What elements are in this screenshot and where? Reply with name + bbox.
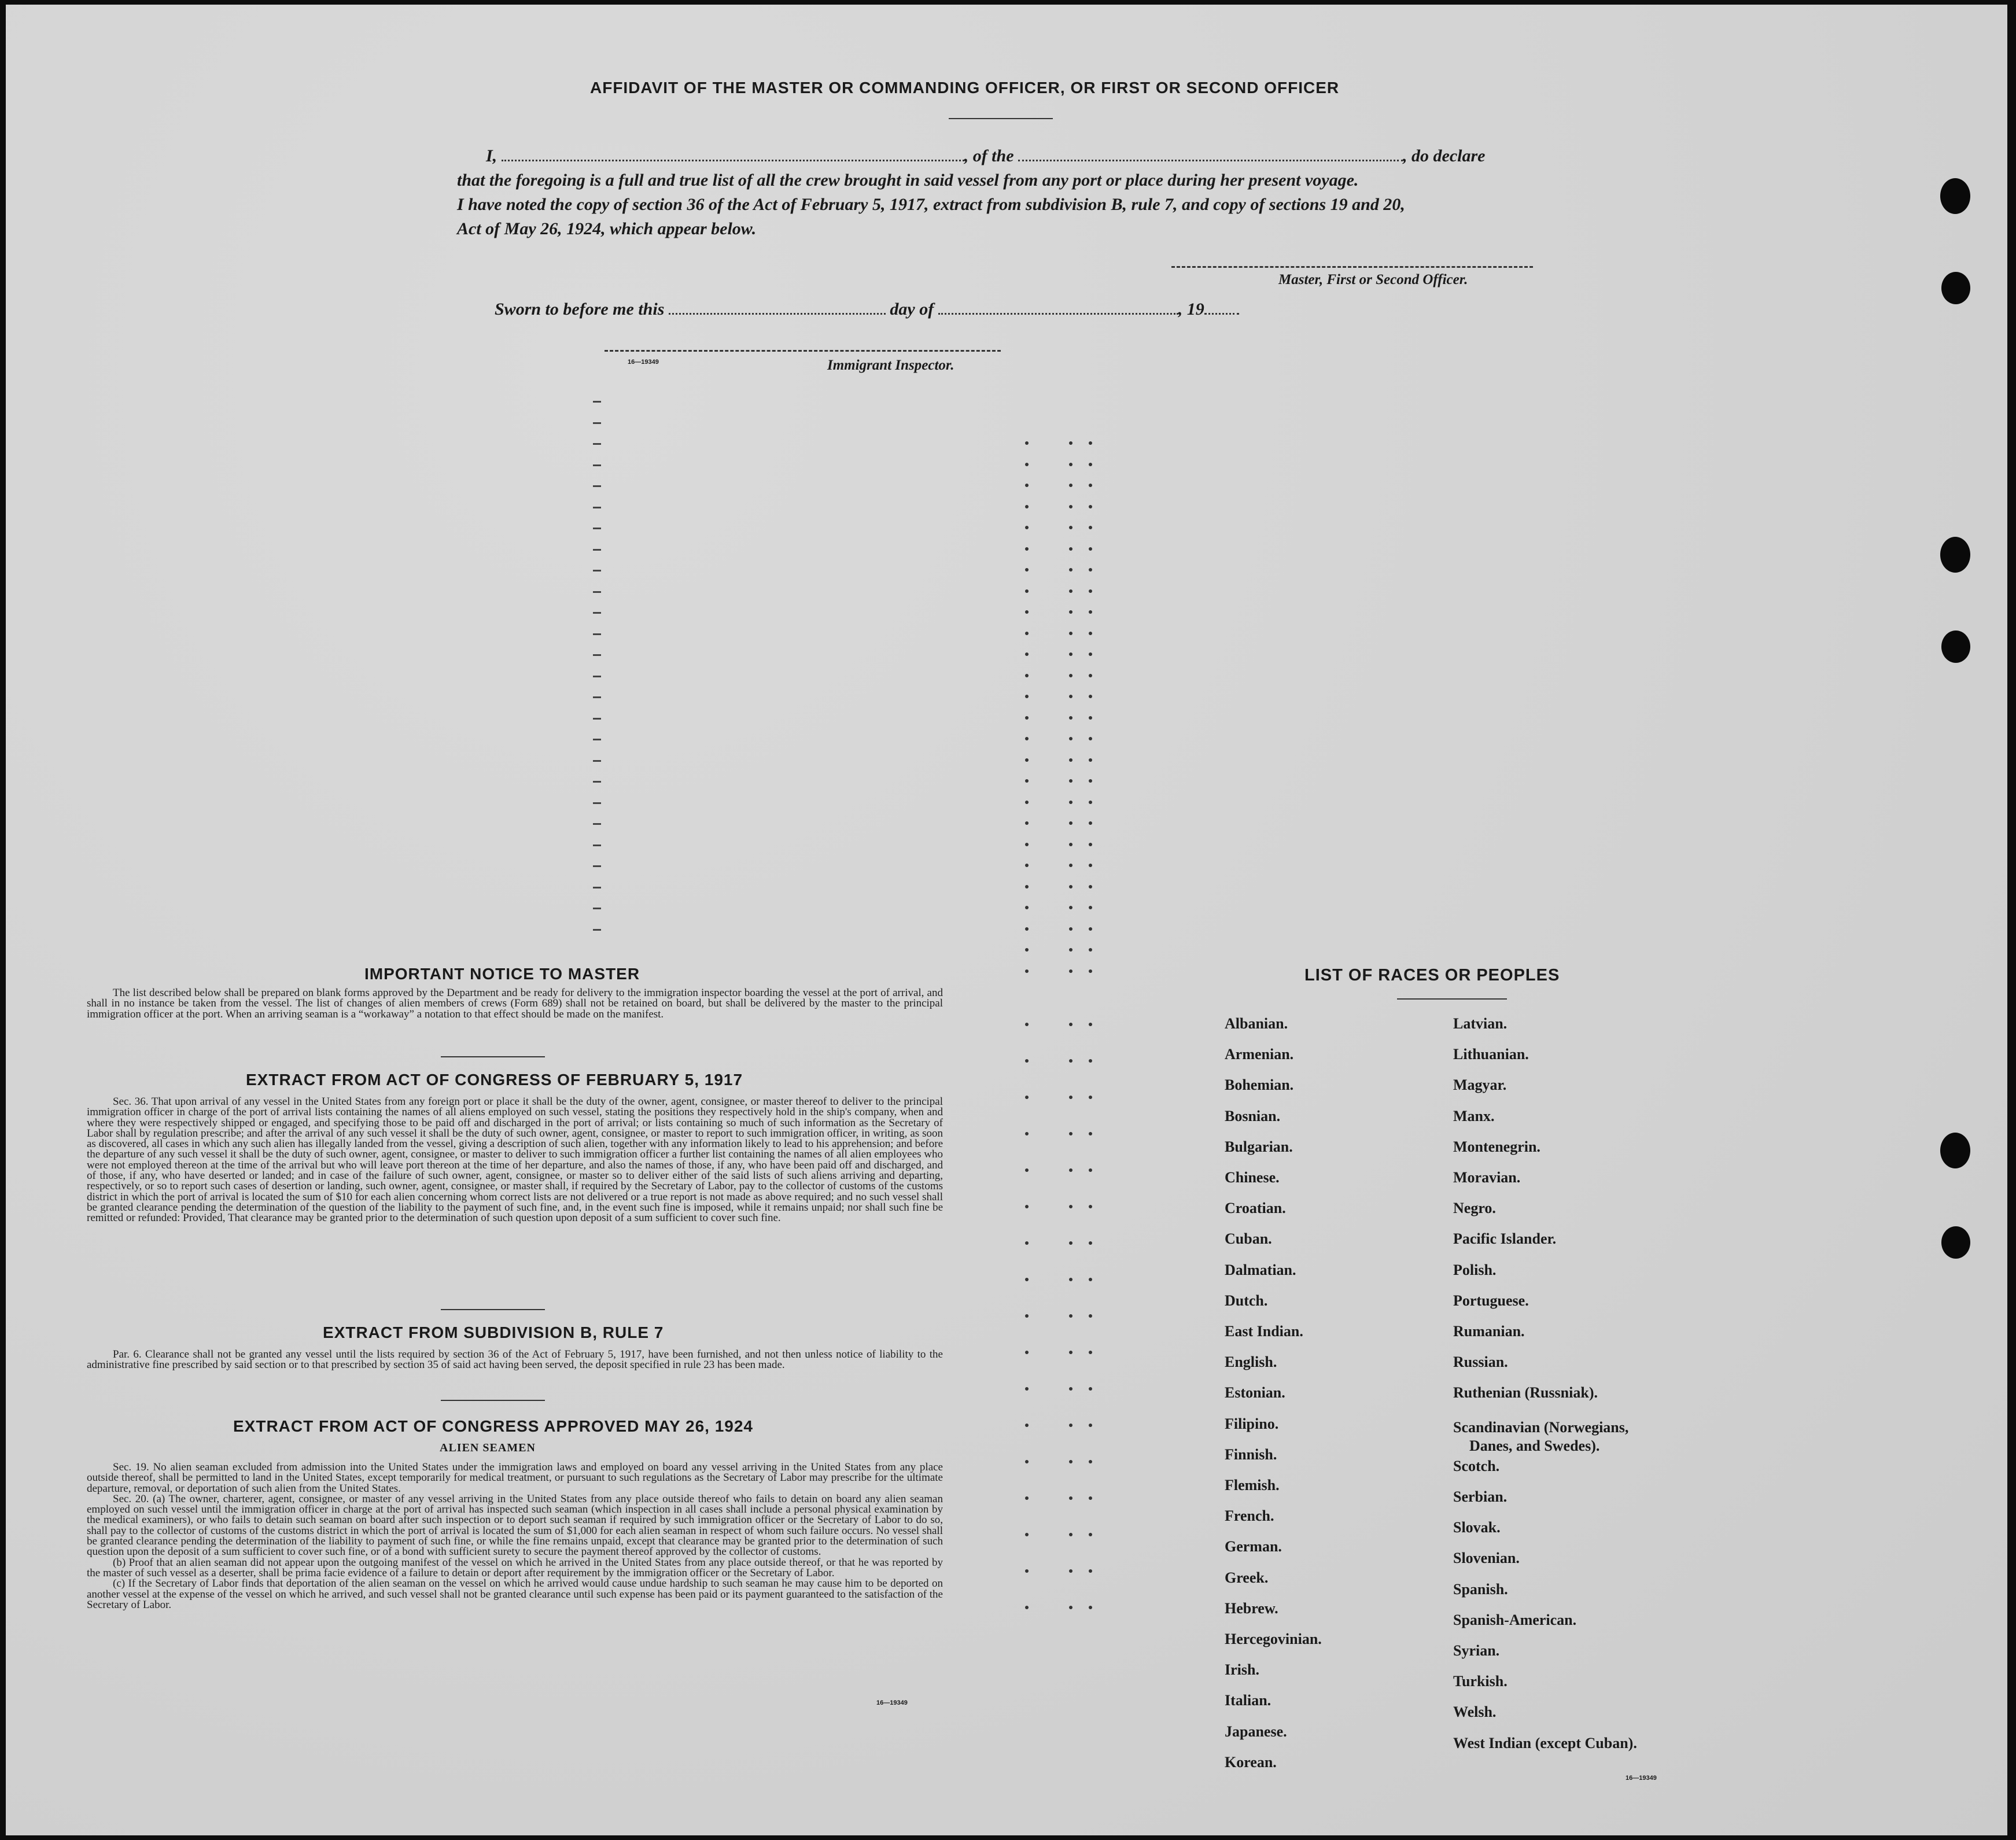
row-dot (1025, 801, 1029, 804)
row-dot (1025, 1351, 1029, 1354)
notice-text (87, 988, 943, 1020)
row-dot (1089, 1533, 1092, 1536)
sworn-line (495, 300, 1239, 319)
race-item: Dalmatian. (1225, 1261, 1296, 1278)
race-item: Bulgarian. (1225, 1138, 1293, 1155)
row-dot (1025, 568, 1029, 571)
row-dot (1089, 674, 1092, 677)
row-dot (1069, 1278, 1073, 1281)
form-number-bottom-right: 16—19349 (1626, 1775, 1657, 1782)
row-dot (1025, 1168, 1029, 1172)
row-dot (1069, 1496, 1073, 1500)
row-dot (1025, 652, 1029, 656)
race-item: Rumanian. (1453, 1323, 1525, 1340)
row-dot (1025, 1460, 1029, 1463)
row-dot (1089, 821, 1092, 825)
extract-1924-subtitle: ALIEN SEAMEN (440, 1441, 536, 1454)
extract-rule7-title: EXTRACT FROM SUBDIVISION B, RULE 7 (323, 1323, 664, 1341)
row-tick (593, 528, 601, 529)
sworn-prefix: Sworn to before me this (495, 300, 665, 319)
row-dot (1025, 674, 1029, 677)
row-dot (1069, 821, 1073, 825)
row-dot (1025, 906, 1029, 909)
row-dot (1069, 632, 1073, 635)
race-item: Armenian. (1225, 1046, 1294, 1063)
extract-1924-text (87, 1462, 943, 1610)
inspector-signature-field[interactable] (605, 350, 1001, 352)
row-dot (1025, 779, 1029, 783)
race-item: Slovak. (1453, 1519, 1501, 1536)
row-dot (1025, 1023, 1029, 1026)
row-dot (1089, 1278, 1092, 1281)
row-dot (1025, 843, 1029, 846)
punch-hole-6 (1941, 1226, 1970, 1259)
sec-19-paragraph: Sec. 19. No alien seaman excluded from admission into the United States under the immigration laws and employed on board any vessel arriving in the United States from any place outside thereof, shall be permitted to land in the United States, except temporarily for medical treatment, or pursuant to such regulations as the Secretary of Labor may prescribe for the ultimate departure, removal, or deportation of such alien from the United States. (87, 1461, 943, 1495)
race-item: Portuguese. (1453, 1292, 1529, 1309)
race-item: Dutch. (1225, 1292, 1268, 1309)
row-dot (1025, 1387, 1029, 1391)
inspector-label: Immigrant Inspector. (827, 357, 954, 373)
row-dot (1025, 1096, 1029, 1099)
row-dot (1089, 758, 1092, 762)
row-dot (1089, 1351, 1092, 1354)
row-dot (1025, 1278, 1029, 1281)
sworn-day-field[interactable] (669, 313, 886, 315)
row-dot (1089, 568, 1092, 571)
sworn-year-field[interactable] (1204, 313, 1239, 315)
row-dot (1089, 948, 1092, 952)
row-tick (593, 929, 601, 931)
race-item: Japanese. (1225, 1723, 1287, 1740)
row-dot (1069, 927, 1073, 931)
race-item: Finnish. (1225, 1446, 1277, 1463)
row-dot (1089, 779, 1092, 783)
extract-1917-text (87, 1097, 943, 1224)
row-dot (1025, 1569, 1029, 1573)
row-dot (1069, 1096, 1073, 1099)
row-dot (1069, 948, 1073, 952)
row-tick (593, 676, 601, 677)
declaration-line-3: I have noted the copy of section 36 of the Act of February 5, 1917, extract from subdivision B, rule 7, and copy of sections 19 and 20, (457, 195, 1405, 214)
row-dot (1069, 779, 1073, 783)
race-item: Scotch. (1453, 1457, 1500, 1474)
row-dot (1069, 1569, 1073, 1573)
punch-hole-3 (1940, 537, 1970, 573)
race-item: Pacific Islander. (1453, 1230, 1557, 1248)
row-dot (1089, 716, 1092, 720)
row-dot (1089, 1059, 1092, 1063)
extract-1924-title: EXTRACT FROM ACT OF CONGRESS APPROVED MAY 26, 1924 (233, 1417, 753, 1435)
row-dot (1069, 864, 1073, 867)
row-dot (1089, 1132, 1092, 1135)
row-dot (1025, 927, 1029, 931)
row-tick (593, 845, 601, 846)
row-dot (1069, 610, 1073, 614)
row-dot (1089, 843, 1092, 846)
race-item: Spanish. (1453, 1580, 1508, 1598)
divider-1 (441, 1056, 545, 1057)
vessel-name-field[interactable] (1018, 160, 1403, 161)
race-item: Moravian. (1453, 1169, 1521, 1186)
form-number-top: 16—19349 (628, 359, 659, 366)
row-dot (1089, 1023, 1092, 1026)
row-dot (1089, 1496, 1092, 1500)
row-tick (593, 507, 601, 508)
race-item: German. (1225, 1538, 1282, 1555)
row-dot (1025, 1241, 1029, 1245)
row-dot (1089, 1606, 1092, 1609)
row-dot (1069, 1314, 1073, 1318)
race-item: Flemish. (1225, 1477, 1280, 1494)
row-tick (593, 739, 601, 740)
declaration-of-the: , of the (964, 146, 1014, 165)
row-dot (1089, 1168, 1092, 1172)
row-dot (1089, 547, 1092, 551)
race-item: Welsh. (1453, 1703, 1497, 1721)
row-tick (593, 781, 601, 783)
row-dot (1089, 695, 1092, 698)
row-tick (593, 485, 601, 487)
row-dot (1069, 1424, 1073, 1427)
race-item: Magyar. (1453, 1076, 1507, 1094)
declaration-line-1 (486, 146, 1485, 166)
row-dot (1089, 1241, 1092, 1245)
race-item: Ruthenian (Russniak). (1453, 1384, 1598, 1402)
row-dot (1025, 1314, 1029, 1318)
race-item: Serbian. (1453, 1488, 1508, 1505)
punch-hole-4 (1941, 630, 1970, 663)
title-underline (949, 118, 1053, 119)
row-dot (1025, 610, 1029, 614)
row-dot (1089, 1096, 1092, 1099)
row-dot (1025, 1059, 1029, 1063)
row-tick (593, 401, 601, 403)
row-dot (1089, 505, 1092, 508)
declarant-name-field[interactable] (502, 160, 964, 161)
row-tick (593, 718, 601, 720)
races-title-underline (1397, 998, 1507, 1000)
row-dot (1069, 674, 1073, 677)
row-dot (1069, 1241, 1073, 1245)
race-item: Hebrew. (1225, 1599, 1278, 1617)
row-tick (593, 570, 601, 571)
row-dot (1089, 1460, 1092, 1463)
race-item: Greek. (1225, 1569, 1269, 1586)
sec-20c-paragraph: (c) If the Secretary of Labor finds that deportation of the alien seaman on the vessel on which he arrived would cause undue hardship to such seaman he may cause him to be deported on another vessel at the expense of the vessel on which he arrived, and such vessel shall not be granted clearance until such expense has been paid or its payment guaranteed to the satisfaction of the Secretary of Labor. (87, 1577, 943, 1611)
row-dot (1089, 1424, 1092, 1427)
row-dot (1069, 1168, 1073, 1172)
race-item: Lithuanian. (1453, 1046, 1529, 1063)
row-dot (1025, 632, 1029, 635)
race-item: Estonian. (1225, 1384, 1285, 1402)
extract-1917-paragraph: Sec. 36. That upon arrival of any vessel in the United States from any foreign port or place it shall be the duty of the owner, agent, consignee, or master thereof to deliver to the principal immigration officer in charge of the port of arrival lists containing the names of all aliens employed on such vessel, stating the positions they respectively hold in the ship's company, when and where they were respectively shipped or engaged, and specifying those to be paid off and discharged in the port of arrival; or lists containing so much of such information as the Secretary of Labor shall by regulation prescribe; and after the arrival of any such vessel it shall be the duty of such owner, agent, consignee, or master to report to such immigration officer, in writing, as soon as discovered, all cases in which any such alien has illegally landed from the vessel, giving a description of such alien, together with any information likely to lead to his apprehension; and before the departure of any such vessel it shall be the duty of such owner, agent, consignee, or master to deliver to such immigration officer a further list containing the names of all alien employees who were not employed thereon at the time of the arrival but who will leave port thereon at the time of her departure, and also the names of those, if any, who have been paid off and discharged, and of those, if any, who have deserted or landed; and in case of the failure of such owner, agent, consignee, or master so to deliver either of the said lists of such aliens arriving and departing, respectively, or so to report such cases of desertion or landing, such owner, agent, consignee, or master shall, if required by the Secretary of Labor, pay to the collector of customs of the customs district in which the port of arrival is located the sum of $10 for each alien concerning whom correct lists are not delivered or a true report is not made as above required; and no such vessel shall be granted clearance pending the determination of the question of the liability to the payment of such fine, and, in the event such fine is imposed, while it remains unpaid; nor shall such fine be remitted or refunded: Provided, That clearance may be granted prior to the determination of such question upon deposit of a sum sufficient to cover such fine. (87, 1096, 943, 1225)
race-item: Italian. (1225, 1692, 1271, 1709)
race-item: Polish. (1453, 1261, 1497, 1278)
row-tick (593, 865, 601, 867)
row-tick (593, 908, 601, 909)
row-dot (1025, 1132, 1029, 1135)
sworn-year-prefix: , 19 (1178, 300, 1204, 319)
race-item: Albanian. (1225, 1015, 1288, 1032)
row-dot (1069, 1351, 1073, 1354)
row-dot (1025, 526, 1029, 529)
race-item: French. (1225, 1507, 1274, 1525)
race-item: Hercegovinian. (1225, 1631, 1322, 1647)
row-dot (1089, 927, 1092, 931)
race-item: Danes, and Swedes). (1469, 1437, 1600, 1454)
extract-rule7-paragraph: Par. 6. Clearance shall not be granted any vessel until the lists required by section 36 of the Act of February 5, 1917, have been furnished, and not then unless notice of liability to the administrative fine prescribed by said section or to that prescribed by section 35 of said act having been served, the deposit specified in rule 23 has been made. (87, 1348, 943, 1371)
row-tick (593, 591, 601, 593)
row-dot (1089, 589, 1092, 593)
master-signature-label: Master, First or Second Officer. (1278, 272, 1468, 287)
declaration-declare: , do declare (1403, 146, 1486, 165)
row-dot (1069, 695, 1073, 698)
row-dot (1069, 1460, 1073, 1463)
row-tick (593, 549, 601, 551)
row-dot (1069, 1023, 1073, 1026)
race-item: Cuban. (1225, 1230, 1272, 1248)
row-tick (593, 464, 601, 466)
row-dot (1089, 1387, 1092, 1391)
race-item: Latvian. (1453, 1015, 1508, 1032)
row-tick (593, 823, 601, 825)
master-signature-field[interactable] (1171, 266, 1533, 268)
row-dot (1069, 1205, 1073, 1208)
row-tick (593, 696, 601, 698)
races-title: LIST OF RACES OR PEOPLES (1304, 966, 1560, 984)
row-dot (1025, 821, 1029, 825)
row-dot (1069, 969, 1073, 973)
row-dot (1089, 463, 1092, 466)
race-item: West Indian (except Cuban). (1453, 1734, 1637, 1751)
row-dot (1025, 695, 1029, 698)
race-item: Negro. (1453, 1200, 1496, 1217)
race-item: Spanish-American. (1453, 1611, 1577, 1628)
row-dot (1089, 885, 1092, 888)
row-dot (1069, 1533, 1073, 1536)
race-item: Bohemian. (1225, 1076, 1294, 1094)
row-dot (1025, 864, 1029, 867)
row-dot (1069, 441, 1073, 445)
row-tick (593, 887, 601, 888)
declaration-i: I, (486, 146, 497, 165)
row-dot (1069, 1132, 1073, 1135)
row-tick (593, 443, 601, 445)
race-item: Russian. (1453, 1354, 1508, 1371)
row-tick (593, 422, 601, 424)
notice-title: IMPORTANT NOTICE TO MASTER (364, 965, 640, 983)
row-dot (1025, 547, 1029, 551)
row-dot (1089, 969, 1092, 973)
race-item: Korean. (1225, 1753, 1277, 1771)
form-page (6, 5, 2007, 1835)
race-item: Filipino. (1225, 1415, 1279, 1432)
sec-20b-paragraph: (b) Proof that an alien seaman did not appear upon the outgoing manifest of the vessel on which he arrived in the United States from any place outside thereof, or that he was reported by the master of such vessel as a deserter, shall be prima facie evidence of a failure to detain or deport after requirement by the immigration officer or the Secretary of Labor. (87, 1556, 943, 1579)
row-dot (1069, 737, 1073, 740)
row-dot (1089, 1314, 1092, 1318)
row-dot (1069, 505, 1073, 508)
form-number-bottom-left: 16—19349 (876, 1699, 908, 1706)
sworn-day-of: day of (890, 300, 934, 319)
row-dot (1025, 948, 1029, 952)
punch-hole-2 (1941, 272, 1970, 304)
row-dot (1025, 885, 1029, 888)
row-dot (1089, 801, 1092, 804)
row-dot (1089, 484, 1092, 487)
row-dot (1069, 526, 1073, 529)
race-item: Irish. (1225, 1661, 1259, 1679)
row-tick (593, 654, 601, 656)
row-dot (1069, 1606, 1073, 1609)
race-item: Montenegrin. (1453, 1138, 1540, 1155)
row-dot (1025, 463, 1029, 466)
race-item: English. (1225, 1354, 1277, 1371)
row-dot (1069, 843, 1073, 846)
row-dot (1025, 758, 1029, 762)
race-item: East Indian. (1225, 1323, 1303, 1340)
row-dot (1025, 969, 1029, 973)
row-dot (1089, 632, 1092, 635)
race-item: Slovenian. (1453, 1550, 1520, 1567)
row-dot (1069, 758, 1073, 762)
extract-rule7-text (87, 1349, 943, 1371)
row-dot (1089, 737, 1092, 740)
row-dot (1025, 1606, 1029, 1609)
row-dot (1069, 589, 1073, 593)
row-dot (1025, 484, 1029, 487)
race-item: Bosnian. (1225, 1107, 1281, 1124)
row-dot (1025, 589, 1029, 593)
row-dot (1089, 1205, 1092, 1208)
race-item: Scandinavian (Norwegians, (1453, 1418, 1629, 1436)
row-dot (1069, 463, 1073, 466)
row-tick (593, 633, 601, 635)
row-dot (1069, 906, 1073, 909)
row-dot (1089, 864, 1092, 867)
divider-2 (441, 1309, 545, 1310)
race-item: Turkish. (1453, 1673, 1508, 1690)
row-dot (1025, 1496, 1029, 1500)
row-dot (1069, 568, 1073, 571)
row-dot (1025, 1533, 1029, 1536)
row-dot (1069, 716, 1073, 720)
row-tick (593, 802, 601, 804)
divider-3 (441, 1400, 545, 1401)
row-dot (1025, 1424, 1029, 1427)
row-dot (1069, 547, 1073, 551)
row-dot (1089, 906, 1092, 909)
row-dot (1069, 1387, 1073, 1391)
row-dot (1069, 652, 1073, 656)
notice-paragraph: The list described below shall be prepared on blank forms approved by the Department and be ready for delivery to the immigration inspector boarding the vessel at the port of arrival, and shall in no instance be taken from the vessel. The list of changes of alien members of crews (Form 689) shall not be retained on board, but shall be delivered by the master to the principal immigration officer at the port. When an arriving seaman is a “workaway” a notation to that effect should be made on the manifest. (87, 987, 943, 1020)
race-item: Syrian. (1453, 1642, 1500, 1659)
row-tick (593, 760, 601, 762)
sec-20a-paragraph: Sec. 20. (a) The owner, charterer, agent, consignee, or master of any vessel arriving in the United States from any place outside thereof who fails to detain on board any alien seaman employed on such vessel until the immigration officer in charge at the port of arrival has inspected such seaman (which inspection in all cases shall include a personal physical examination by the medical examiners), or who fails to detain such seaman on board after such inspection or to deport such seaman if required by such immigration officer or the Secretary of Labor to do so, shall pay to the collector of customs of the customs district in which the port of arrival is located the sum of $1,000 for each alien seaman in respect of whom such failure occurs. No vessel shall be granted clearance pending the determination of the liability to payment of such fine, or while the fine remains unpaid, except that clearance may be granted prior to the determination of such question upon the deposit of a sum sufficient to cover such fine, or of a bond with sufficient surety to secure the payment thereof approved by the collector of customs. (87, 1492, 943, 1558)
declaration-line-4: Act of May 26, 1924, which appear below. (457, 219, 757, 238)
row-dot (1025, 737, 1029, 740)
affidavit-title: AFFIDAVIT OF THE MASTER OR COMMANDING OFFICER, OR FIRST OR SECOND OFFICER (590, 79, 1340, 97)
sworn-month-field[interactable] (938, 313, 1178, 315)
row-dot (1069, 1059, 1073, 1063)
punch-hole-1 (1940, 178, 1970, 214)
row-dot (1069, 484, 1073, 487)
row-dot (1025, 441, 1029, 445)
row-dot (1025, 1205, 1029, 1208)
row-dot (1069, 885, 1073, 888)
row-dot (1089, 652, 1092, 656)
row-tick (593, 612, 601, 614)
declaration-line-2: that the foregoing is a full and true list of all the crew brought in said vessel from any port or place during her present voyage. (457, 171, 1359, 190)
row-dot (1089, 1569, 1092, 1573)
row-dot (1025, 716, 1029, 720)
race-item: Croatian. (1225, 1200, 1286, 1217)
row-dot (1069, 801, 1073, 804)
extract-1917-title: EXTRACT FROM ACT OF CONGRESS OF FEBRUARY 5, 1917 (246, 1071, 743, 1089)
row-dot (1089, 526, 1092, 529)
punch-hole-5 (1940, 1133, 1970, 1168)
row-dot (1025, 505, 1029, 508)
row-dot (1089, 610, 1092, 614)
race-item: Chinese. (1225, 1169, 1280, 1186)
row-dot (1089, 441, 1092, 445)
race-item: Manx. (1453, 1107, 1495, 1124)
